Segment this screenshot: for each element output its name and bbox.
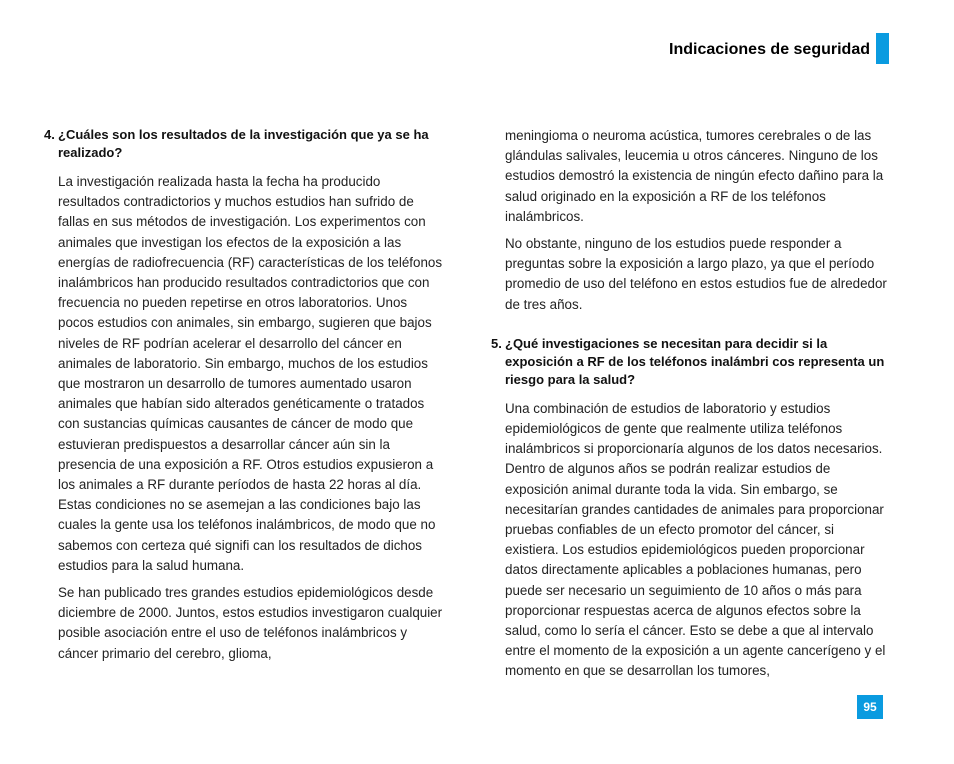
right-column <box>491 126 891 689</box>
question-4-heading <box>44 126 444 162</box>
question-5-number: 5. <box>491 335 502 351</box>
page-number-badge: 95 <box>857 695 883 719</box>
question-5-heading <box>491 335 891 389</box>
question-4-text: ¿Cuáles son los resultados de la investigación que ya se ha realizado? <box>58 127 429 160</box>
answer-5-paragraph-1: Una combinación de estudios de laboratorio y estudios epidemiológicos de gente que realmente utiliza teléfonos inalámbricos si proporcionaría algunos de los datos necesarios. Dentro de algunos años se podrán realizar estudios de exposición animal durante toda la vida. Sin embargo, se necesitarían grandes cantidades de animales para proporcionar pruebas confiables de un efecto promotor del cáncer, si existiera. Los estudios epidemiológicos pueden proporcionar datos directamente aplicables a poblaciones humanas, pero puede ser necesario un seguimiento de 10 años o más para proporcionar respuestas acerca de algunos efectos sobre la salud, como lo sería el cáncer. Esto se debe a que al intervalo entre el momento de la exposición a un agente cancerígeno y el momento en que se desarrollan los tumores, <box>505 400 886 679</box>
page-header-title: Indicaciones de seguridad <box>669 41 870 58</box>
question-4-number: 4. <box>44 127 55 142</box>
header-accent-bar <box>876 33 889 64</box>
answer-4-paragraph-3: meningioma o neuroma acústica, tumores cerebrales o de las glándulas salivales, leucemia u otros cánceres. Ninguno de los estudios demostró la existencia de ningún efecto dañino para la salud originado en la exposición a RF de los teléfonos inalámbricos. <box>505 128 884 224</box>
answer-4-paragraph-1: La investigación realizada hasta la fecha ha producido resultados contradictorios y muchos estudios han sufrido de fallas en sus métodos de investigación. Los experimentos con animales que investigan los efectos de la exposición a las energías de radiofrecuencia (RF) características de los teléfonos inalámbricos han producido resultados contradictorios que con frecuencia no pueden repetirse en otros laboratorios. Unos pocos estudios con animales, sin embargo, sugieren que bajos niveles de RF podrían acelerar el desarrollo del cáncer en animales de laboratorio. Sin embargo, muchos de los estudios que mostraron un desarrollo de tumores aumentado usaron animales que habían sido alterados genéticamente o tratados con sustancias químicas causantes de cáncer de modo que estuvieran predispuestos a desarrollar cáncer aún sin la presencia de una exposición a RF. Otros estudios expusieron a los animales a RF durante períodos de hasta 22 horas al día. Estas condiciones no se asemejan a las condiciones bajo las cuales la gente usa los teléfonos inalámbricos, de modo que no sabemos con certeza qué signifi can los resultados de dichos estudios para la salud humana. <box>58 174 443 573</box>
left-column <box>44 126 444 671</box>
answer-4-paragraph-4: No obstante, ninguno de los estudios puede responder a preguntas sobre la exposición a largo plazo, ya que el período promedio de uso del teléfono en estos estudios fue de alrededor de tres años. <box>505 236 887 312</box>
question-5-text: ¿Qué investigaciones se necesitan para decidir si la exposición a RF de los teléfonos inalámbri cos representa un riesgo para la salud? <box>505 335 885 387</box>
answer-4-paragraph-2: Se han publicado tres grandes estudios epidemiológicos desde diciembre de 2000. Juntos, estos estudios investigaron cualquier posible asociación entre el uso de teléfonos inalámbricos y cáncer primario del cerebro, glioma, <box>58 585 443 661</box>
